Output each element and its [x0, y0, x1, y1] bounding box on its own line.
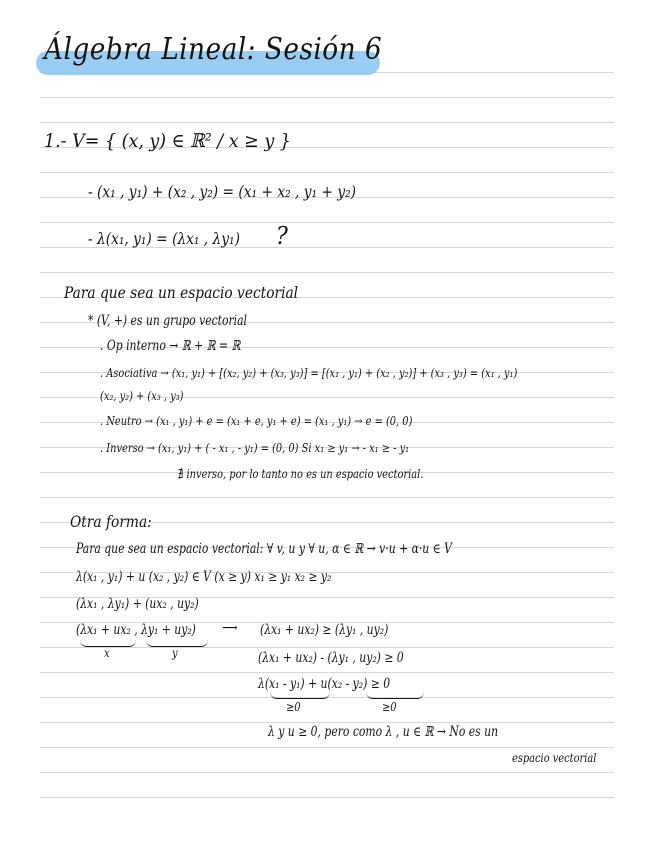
internal-op-condition: . Op interno → ℝ + ℝ = ℝ: [100, 338, 241, 354]
other-way-line-3-left: (λx₁ + ux₂ , λy₁ + uy₂): [76, 622, 196, 638]
neutral-condition: . Neutro → (x₁ , y₁) + e = (x₁ + e, y₁ + e) = (x₁ , y₁) → e = (0, 0): [100, 414, 413, 428]
nonnegative-label-1: ≥0: [286, 700, 301, 714]
label-y: y: [172, 646, 178, 660]
rule-line: [40, 172, 614, 173]
scalar-definition: - λ(x₁, y₁) = (λx₁ , λy₁): [88, 229, 240, 248]
exercise-set-definition: 1.- V= { (x, y) ∈ ℝ² / x ≥ y }: [44, 130, 291, 152]
inverse-condition: . Inverso → (x₁, y₁) + ( - x₁ , - y₁) = (0, 0) Si x₁ ≥ y₁ → - x₁ ≥ - y₁: [100, 441, 410, 455]
rule-line: [40, 747, 614, 748]
implies-arrow: ⟶: [222, 620, 238, 636]
conditions-heading: Para que sea un espacio vectorial: [64, 283, 299, 302]
conditions-conclusion: ∄ inverso, por lo tanto no es un espacio vectorial.: [178, 467, 424, 481]
brace-second-difference: [366, 692, 424, 699]
other-way-line-2: (λx₁ , λy₁) + (ux₂ , uy₂): [76, 596, 199, 612]
rule-line: [40, 97, 614, 98]
other-way-line-4: (λx₁ + ux₂) - (λy₁ , uy₂) ≥ 0: [258, 650, 404, 666]
rule-line: [40, 122, 614, 123]
other-way-line-5: λ(x₁ - y₁) + u(x₂ - y₂) ≥ 0: [258, 676, 391, 692]
group-condition: * (V, +) es un grupo vectorial: [88, 313, 248, 329]
label-x: x: [104, 646, 110, 660]
other-way-line-3-right: (λx₁ + ux₂) ≥ (λy₁ , uy₂): [260, 622, 389, 638]
other-way-condition: Para que sea un espacio vectorial: ∀ v, u y ∀ u, α ∈ ℝ → v·u + α·u ∈ V: [76, 541, 452, 557]
nonnegative-label-2: ≥0: [382, 700, 397, 714]
associative-condition-continued: (x₂, y₂) + (x₃ , y₃): [100, 389, 184, 403]
rule-line: [40, 272, 614, 273]
page-title: Álgebra Lineal: Sesión 6: [44, 32, 383, 67]
rule-line: [40, 772, 614, 773]
rule-line: [40, 672, 614, 673]
rule-line: [40, 797, 614, 798]
brace-first-difference: [270, 692, 330, 699]
final-statement-continued: espacio vectorial: [512, 751, 597, 765]
rule-line: [40, 647, 614, 648]
rule-line: [40, 497, 614, 498]
associative-condition: . Asociativa → (x₁, y₁) + [(x₂, y₂) + (x₃, y₃)] = [(x₁ , y₁) + (x₂ , y₂)] + (x₃ , y₃) = (x₁ , y₁): [100, 366, 518, 380]
other-way-line-1: λ(x₁ , y₁) + u (x₂ , y₂) ∈ V (x ≥ y) x₁ ≥ y₁ x₂ ≥ y₂: [76, 569, 332, 585]
question-mark: ?: [276, 222, 288, 250]
rule-line: [40, 222, 614, 223]
sum-definition: - (x₁ , y₁) + (x₂ , y₂) = (x₁ + x₂ , y₁ + y₂): [88, 182, 356, 201]
other-way-heading: Otra forma:: [70, 512, 152, 531]
final-statement: λ y u ≥ 0, pero como λ , u ∈ ℝ → No es un: [268, 724, 499, 740]
rule-line: [40, 722, 614, 723]
